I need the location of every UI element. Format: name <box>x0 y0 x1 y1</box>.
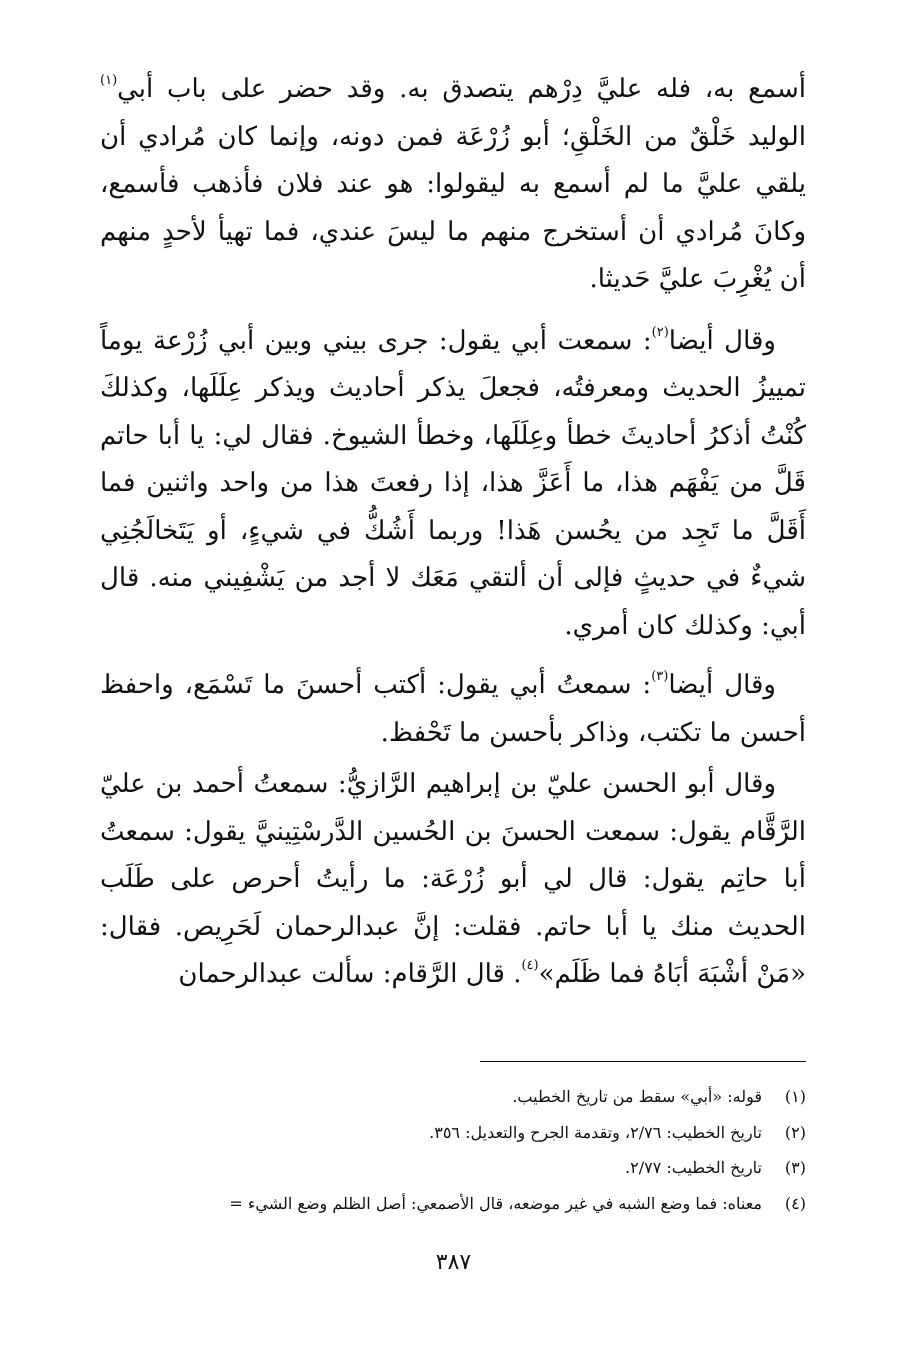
paragraph-text: وقال أيضا <box>668 325 776 356</box>
paragraph-3 <box>100 662 806 757</box>
footnote-2 <box>86 1115 806 1151</box>
footnote-text: تاريخ الخطيب: ٢/٧٦، وتقدمة الجرح والتعديل: ٣٥٦. <box>429 1122 762 1142</box>
footnote-text: معناه: فما وضع الشبه في غير موضعه، قال الأصمعي: أصل الظلم وضع الشيء = <box>229 1193 762 1213</box>
footnote-number: (٤) <box>784 1193 806 1213</box>
paragraph-text: وقال أبو الحسن عليّ بن إبراهيم الرَّازيُّ: سمعتُ أحمد بن عليّ الرَّقَّام يقول: سمعت الحسنَ بن الحُسين الدَّرسْتِينيَّ يقول: سمعتُ أبا حاتِم يقول: قال لي أبو زُرْعَة: ما رأيتُ أحرص على طَلَب الحديث منك يا أبا حاتم. فقلت: إنَّ عبدالرحمان لَحَرِيص. فقال: «مَنْ أشْبَهَ أبَاهُ فما ظَلَم» <box>100 769 806 989</box>
footnote-number: (٢) <box>784 1122 806 1142</box>
footnote-marker-4: (٤) <box>521 958 539 974</box>
paragraph-text: وقال أيضا <box>668 670 776 700</box>
footnote-marker-3: (٣) <box>651 669 669 685</box>
footnote-text: قوله: «أبي» سقط من تاريخ الخطيب. <box>512 1087 762 1106</box>
main-text <box>100 66 806 999</box>
paragraph-text: : سمعت أبي يقول: جرى بيني وبين أبي زُرْعة يوماً تمييزُ الحديث ومعرفتُه، فجعلَ يذكر أحاديث ويذكر عِلَلَها، وكذلكَ كُنْتُ أذكرُ أحاديثَ خطأ وعِلَلَها، وخطأ الشيوخ. فقال لي: يا أبا حاتم قَلَّ من يَفْهَم هذا، ما أَعَزَّ هذا، إذا رفعتَ هذا من واحد واثنين فما أَقَلَّ ما تَجِد من يحُسن هَذا! وربما أَشُكُّ في شيءٍ، أو يَتَخالَجُنِي شيءٌ في حديثٍ فإلى أن ألتقي مَعَك لا أجد من يَشْفِيني منه. قال أبي: وكذلك كان أمري. <box>100 325 806 641</box>
paragraph-1 <box>100 66 806 304</box>
paragraph-4 <box>100 761 806 999</box>
footnote-marker-2: (٢) <box>651 324 669 340</box>
paragraph-text: الوليد خَلْقٌ من الخَلْقِ؛ أبو زُرْعَة فمن دونه، وإنما كان مُرادي أن يلقي عليَّ ما لم أسمع به ليقولوا: هو عند فلان فأذهب فأسمع، وكانَ مُرادي أن أستخرج منهم ما ليسَ عندي، فما تهيأ لأحدٍ منهم أن يُغْرِبَ عليَّ حَديثا. <box>100 121 806 294</box>
page-number: ٣٨٧ <box>435 1250 472 1275</box>
paragraph-text: أسمع به، فله عليَّ دِرْهم يتصدق به. وقد حضر على باب أبي <box>117 74 806 104</box>
footnote-marker-1: (١) <box>100 73 118 89</box>
footnote-4 <box>86 1186 806 1222</box>
footnote-1 <box>86 1079 806 1115</box>
footnote-number: (٣) <box>784 1158 806 1177</box>
footnote-3 <box>86 1150 806 1186</box>
footnote-divider <box>480 1061 806 1062</box>
footnote-text: تاريخ الخطيب: ٢/٧٧. <box>625 1158 762 1177</box>
paragraph-2 <box>100 318 806 651</box>
paragraph-text: . قال الرَّقام: سألت عبدالرحمان <box>178 959 522 989</box>
footnote-number: (١) <box>784 1087 806 1106</box>
footnotes <box>86 1079 806 1221</box>
paragraph-text: : سمعتُ أبي يقول: أكتب أحسنَ ما تَسْمَع، واحفظ أحسن ما تكتب، وذاكر بأحسن ما تَحْفظ. <box>100 670 806 748</box>
